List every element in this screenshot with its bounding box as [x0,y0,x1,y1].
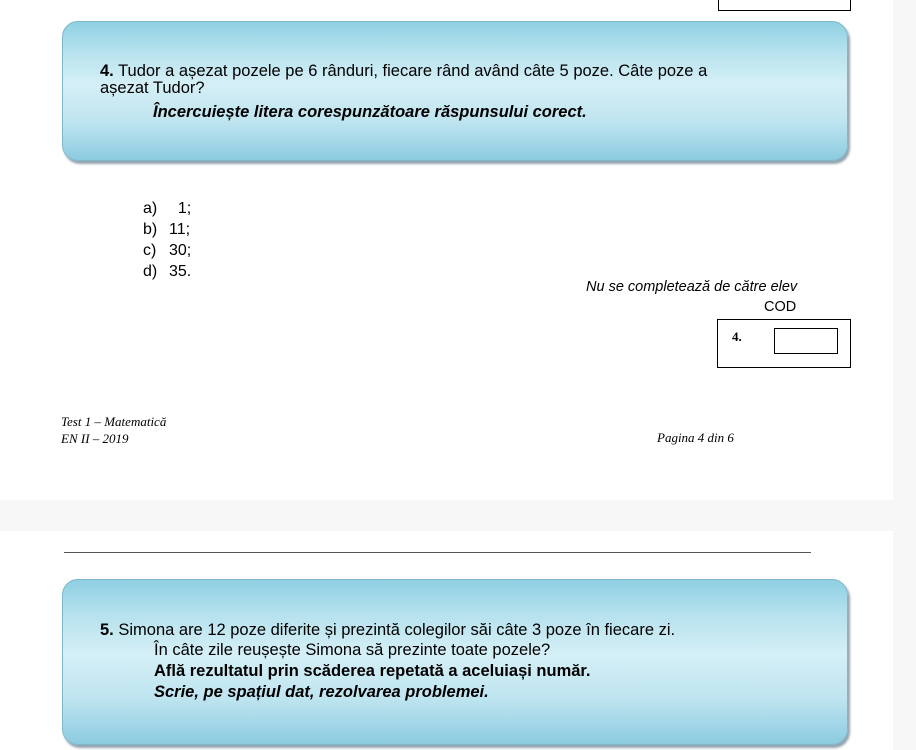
question-4-instruction: Încercuiește litera corespunzătoare răspunsului corect. [153,103,587,121]
cod-box [717,319,851,368]
footer-test-info [61,413,166,447]
question-4-panel [62,21,848,161]
header-divider [64,552,811,553]
footer-test-title: Test 1 – Matematică [61,414,167,429]
footer-exam-year: EN II – 2019 [61,431,129,446]
answer-options [143,198,191,282]
question-5-instruction-italic: Scrie, pe spațiul dat, rezolvarea problemei. [154,683,489,701]
question-5-instruction-bold: Află rezultatul prin scăderea repetată a aceluiași număr. [154,662,591,680]
question-4-text-line1: 4. Tudor a așezat pozele pe 6 rânduri, fiecare rând având câte 5 poze. Câte poze a [100,62,708,80]
option-d[interactable]: d) 35. [143,263,192,280]
footer-page-number: Pagina 4 din 6 [657,430,734,445]
cod-score-field [774,328,838,354]
grader-note: Nu se completează de către elev [586,279,798,295]
question-4-number: 4. [100,62,114,80]
cod-label: COD [764,299,797,315]
question-5-text-line2: În câte zile reușește Simona să prezinte toate pozele? [154,641,551,659]
option-c[interactable]: c) 30; [143,242,192,259]
question-5-panel [62,579,848,745]
option-a[interactable]: a) 1; [143,200,192,217]
option-b[interactable]: b) 11; [143,221,191,238]
cod-item-number: 4. [732,329,742,344]
question-5-text-line1: 5. Simona are 12 poze diferite și prezintă colegilor săi câte 3 poze în fiecare zi. [100,621,676,639]
previous-grading-box [718,0,851,11]
question-4-text-line2: așezat Tudor? [100,79,205,97]
question-5-number: 5. [100,621,114,639]
